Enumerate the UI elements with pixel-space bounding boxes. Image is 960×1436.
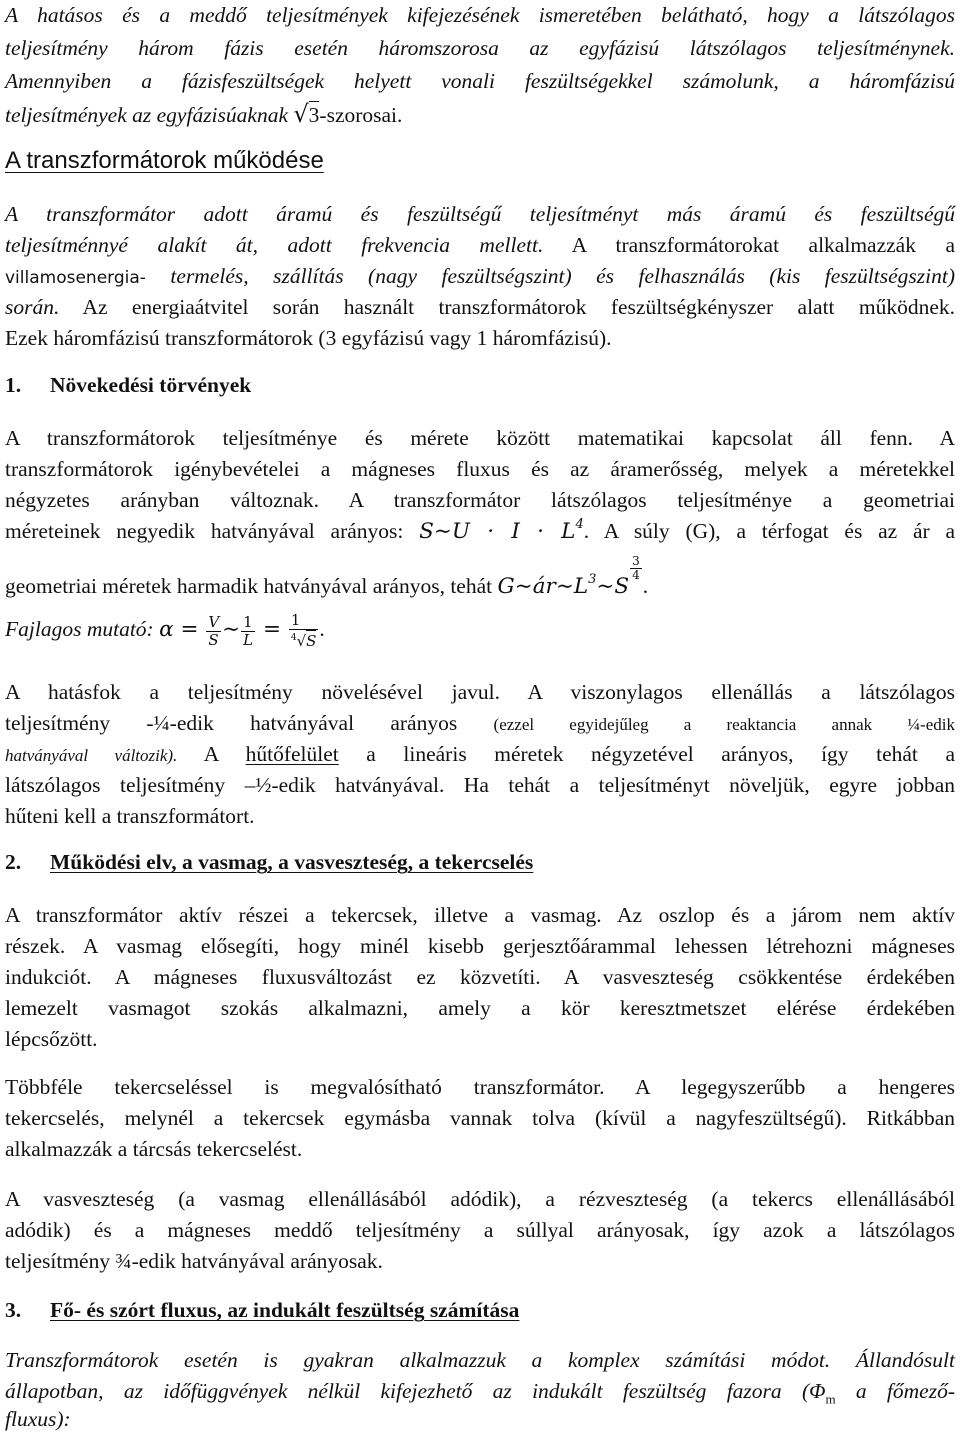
heading-text: [5, 1295, 955, 1325]
formula-part: ár: [532, 574, 556, 599]
text-segment: teljesítménnyé alakít át, adott frekvencia mellett.: [5, 233, 544, 257]
text-line: teljesítmény ¾-edik hatványával arányosak.: [5, 1249, 383, 1273]
formula-operator: =: [173, 617, 206, 642]
text-segment: a lineáris méretek négyzetével arányos, így tehát a: [338, 742, 955, 766]
text-segment: villamosenergia-: [5, 268, 171, 288]
text-line: [5, 1376, 955, 1406]
subscript: m: [825, 1391, 836, 1407]
text-line: fluxus):: [5, 1407, 71, 1431]
formula-line: [5, 607, 955, 651]
heading-text: [5, 847, 955, 877]
formula-fraction: [289, 612, 319, 650]
formula-operator: ∼: [222, 617, 241, 642]
fraction-numerator: 1: [241, 614, 255, 632]
section-title-text: A transzformátorok működése: [5, 147, 324, 174]
text-line: A transzformátor aktív részei a tekercsek, illetve a vasmag. Az oszlop és a járom nem aktív: [5, 903, 955, 927]
text-segment: (ezzel egyidejűleg a reaktancia annak ¼-edik: [493, 715, 955, 734]
text-line: [5, 516, 955, 546]
text-segment-underlined: hűtőfelület: [245, 742, 339, 766]
fraction-denominator: L: [243, 630, 254, 649]
heading-number: 3.: [5, 1298, 22, 1322]
formula-operator: =: [256, 617, 288, 642]
text-line: A vasveszteség (a vasmag ellenállásából adódik), a rézveszteség (a tekercs ellenállásából: [5, 1187, 955, 1211]
text-segment: a főmező-: [835, 1379, 955, 1403]
text-segment: -szorosai.: [319, 103, 403, 127]
heading-title: Növekedési törvények: [50, 373, 252, 397]
text-segment: teljesítmények az egyfázisúaknak: [5, 103, 294, 127]
fraction-denominator: S: [208, 630, 219, 649]
text-segment: geometriai méretek harmadik hatványával arányos, tehát: [5, 574, 498, 598]
heading-title: Működési elv, a vasmag, a vasveszteség, a tekercselés: [50, 850, 534, 874]
formula-power-scaling: [419, 519, 584, 544]
text-segment: állapotban, az időfüggvények nélkül kifejezhető az indukált feszültség fazora (Φ: [5, 1379, 826, 1403]
text-line: négyzetes arányban változnak. A transzformátor látszólagos teljesítménye a geometriai: [5, 488, 955, 512]
fraction-denominator: $^4$√S: [290, 632, 317, 651]
square-root-symbol: √: [293, 100, 309, 128]
text-line: A hatásos és a meddő teljesítmények kifejezésének ismeretében belátható, hogy a látszólagos: [5, 3, 955, 27]
heading-text: [5, 370, 955, 400]
formula-exponent: 3: [588, 572, 597, 587]
text-segment: . A súly (G), a térfogat és az ár a: [583, 519, 955, 543]
text-segment: .: [642, 574, 649, 598]
text-segment: termelés, szállítás (nagy feszültségszint) és felhasználás (kis feszültségszint): [170, 264, 955, 288]
text-line: A transzformátor adott áramú és feszültségű teljesítményt más áramú és feszültségű: [5, 202, 955, 226]
formula-fraction-exponent: [630, 555, 642, 582]
text-line: Amennyiben a fázisfeszültségek helyett vonali feszültségekkel számolunk, a háromfázisú: [5, 69, 955, 93]
text-line: teljesítmény három fázis esetén háromszorosa az egyfázisú látszólagos teljesítménynek.: [5, 36, 955, 60]
text-line: Többféle tekercseléssel is megvalósítható transzformátor. A legegyszerűbb a hengeres: [5, 1075, 955, 1099]
heading-number: 1.: [5, 373, 22, 397]
text-line: [5, 99, 955, 129]
text-line: indukciót. A mágneses fluxusváltozást ez közvetíti. A vasveszteség csökkentése érdekében: [5, 965, 955, 989]
root-index: 4: [290, 633, 297, 644]
text-line: [5, 230, 955, 260]
text-line: hűteni kell a transzformátort.: [5, 804, 255, 828]
text-segment: méreteinek negyedik hatványával arányos:: [5, 519, 420, 543]
text-line: lemezelt vasmagot szokás alkalmazni, amely a kör keresztmetszet elérése érdekében: [5, 996, 955, 1020]
formula-part: ∼S: [596, 574, 630, 599]
text-line: A hatásfok a teljesítmény növelésével javul. A viszonylagos ellenállás a látszólagos: [5, 680, 955, 704]
text-line: részek. A vasmag elősegíti, hogy minél kisebb gerjesztőárammal lehessen létrehozni mágneses: [5, 934, 955, 958]
formula-end: .: [319, 617, 325, 641]
heading-title: Fő- és szórt fluxus, az indukált feszültség számítása: [50, 1298, 520, 1322]
text-line: [5, 739, 955, 769]
text-line: [5, 261, 955, 291]
formula-main: S∼U · I · L: [419, 519, 576, 544]
fraction-numerator: 1: [289, 612, 319, 630]
fraction-denominator: 4: [632, 568, 640, 582]
text-line: adódik) és a mágneses meddő teljesítmény a súllyal arányosak, így azok a látszólagos: [5, 1218, 955, 1242]
formula-label: Fajlagos mutató:: [5, 617, 160, 641]
text-line: tekercselés, melynél a tekercsek egymásba vannak tolva (kívül a nagyfeszültségű). Ritkábban: [5, 1106, 955, 1130]
text-line: lépcsőzött.: [5, 1027, 98, 1051]
text-line: látszólagos teljesítmény –½-edik hatványával. Ha tehát a teljesítményt növeljük, egyre jobban: [5, 773, 955, 797]
fraction-numerator: 3: [632, 554, 640, 568]
text-segment: A: [177, 742, 246, 766]
text-line: [5, 292, 955, 322]
text-segment: teljesítmény -¼-edik hatványával arányos: [5, 711, 494, 735]
formula-part: G∼: [497, 574, 533, 599]
text-line: transzformátorok igénybevételei a mágneses fluxus és az áramerősség, melyek a méretekkel: [5, 457, 955, 481]
text-line: [5, 708, 955, 738]
formula-exponent: 4: [575, 517, 584, 532]
formula-symbol: α: [159, 617, 174, 642]
text-segment: A transzformátorokat alkalmazzák a: [543, 233, 956, 257]
text-line: alkalmazzák a tárcsás tekercselést.: [5, 1137, 303, 1161]
text-segment: Az energiaátvitel során használt transzformátorok feszültségkényszer alatt működnek.: [59, 295, 955, 319]
formula-fraction: [206, 614, 221, 649]
fraction-numerator: V: [208, 612, 220, 631]
heading-number: 2.: [5, 850, 22, 874]
text-segment: hatványával változik).: [5, 746, 178, 765]
text-line: Transzformátorok esetén is gyakran alkalmazzuk a komplex számítási módot. Állandósult: [5, 1348, 955, 1372]
text-line: Ezek háromfázisú transzformátorok (3 egyfázisú vagy 1 háromfázisú).: [5, 326, 612, 350]
text-segment: során.: [5, 295, 60, 319]
formula-fraction: [241, 614, 255, 649]
formula-part: ∼L: [555, 574, 589, 599]
text-line: A transzformátorok teljesítménye és mérete között matematikai kapcsolat áll fenn. A: [5, 426, 955, 450]
text-line: [5, 554, 955, 599]
square-root-radicand: 3: [308, 103, 320, 127]
formula-weight-scaling: [497, 554, 643, 599]
root-radicand: S: [306, 632, 317, 651]
